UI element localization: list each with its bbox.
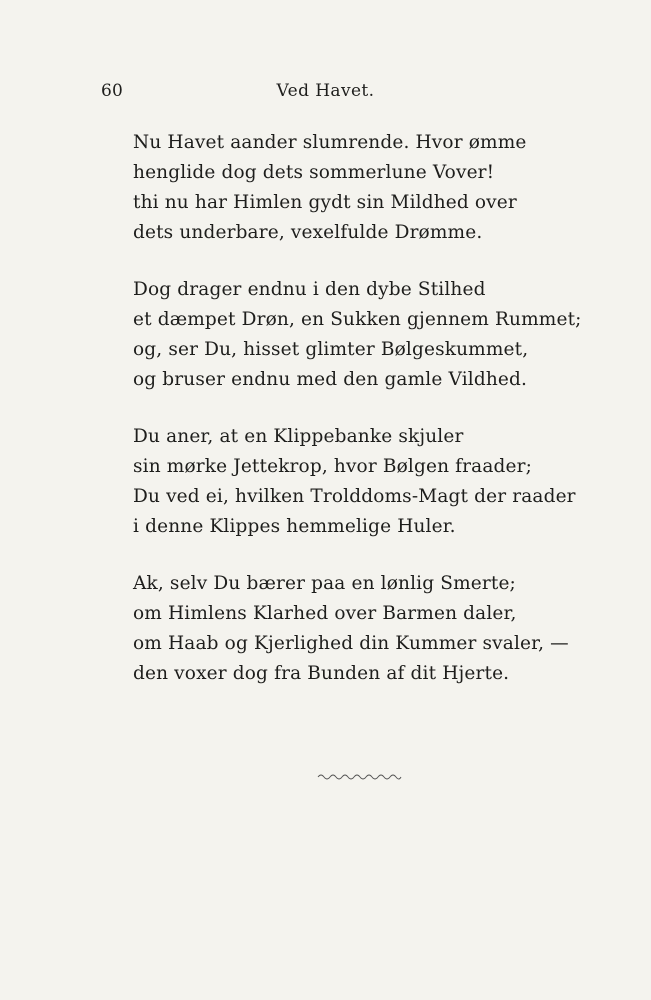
poem-line: om Haab og Kjerlighed din Kummer svaler, — [133,633,569,654]
poem-line: den voxer dog fra Bunden af dit Hjerte. [133,663,510,684]
poem-line: og bruser endnu med den gamle Vildhed. [133,369,528,390]
poem-line: sin mørke Jettekrop, hvor Bølgen fraader; [133,456,532,477]
poem-line: Nu Havet aander slumrende. Hvor ømme [133,132,527,153]
poem-line: Du ved ei, hvilken Trolddoms-Magt der raader [133,486,576,507]
poem-line: Ak, selv Du bærer paa en lønlig Smerte; [133,573,516,594]
poem-line: et dæmpet Drøn, en Sukken gjennem Rummet; [133,309,582,330]
stanza-1 [133,128,633,248]
stanza-3 [133,422,633,542]
poem-line: Du aner, at en Klippebanke skjuler [133,426,464,447]
poem-line: dets underbare, vexelfulde Drømme. [133,222,483,243]
page-number: 60 [101,81,124,101]
poem-line: Dog drager endnu i den dybe Stilhed [133,279,486,300]
poem-line: i denne Klippes hemmelige Huler. [133,516,456,537]
stanza-4 [133,569,633,689]
poem-line: om Himlens Klarhed over Barmen daler, [133,603,517,624]
poem [133,128,633,716]
poem-line: og, ser Du, hisset glimter Bølgeskummet, [133,339,529,360]
stanza-2 [133,275,633,395]
poem-line: thi nu har Himlen gydt sin Mildhed over [133,192,517,213]
running-title: Ved Havet. [276,81,375,101]
wavy-rule-ornament-icon [317,772,402,782]
poem-line: henglide dog dets sommerlune Vover! [133,162,495,183]
